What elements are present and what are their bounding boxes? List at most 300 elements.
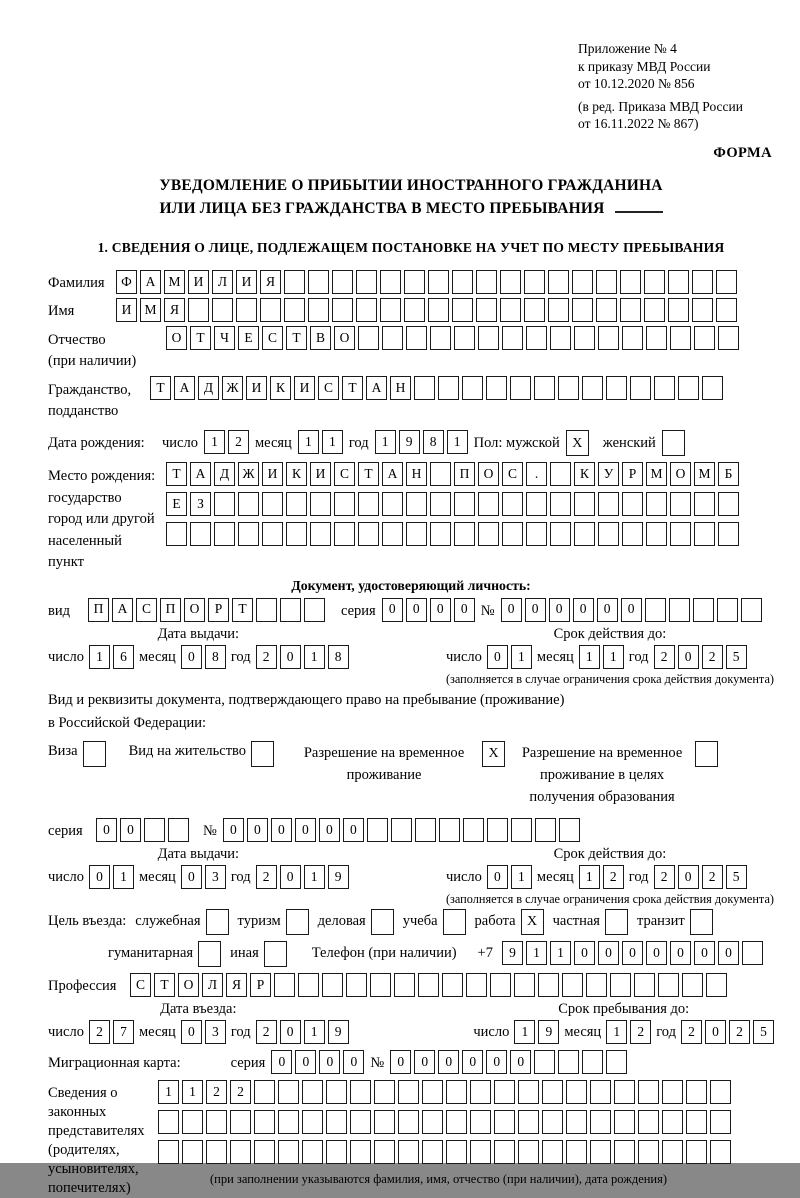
- char-cell[interactable]: [550, 326, 571, 350]
- char-cell[interactable]: Н: [390, 376, 411, 400]
- char-cell[interactable]: А: [174, 376, 195, 400]
- char-cell[interactable]: [346, 973, 367, 997]
- char-cell[interactable]: 0: [486, 1050, 507, 1074]
- char-cell[interactable]: С: [318, 376, 339, 400]
- char-cell[interactable]: К: [574, 462, 595, 486]
- char-cell[interactable]: [710, 1140, 731, 1164]
- char-cell[interactable]: 3: [205, 1020, 226, 1044]
- char-cell[interactable]: [596, 270, 617, 294]
- char-cell[interactable]: [278, 1080, 299, 1104]
- char-cell[interactable]: 1: [204, 430, 225, 454]
- char-cell[interactable]: Л: [212, 270, 233, 294]
- char-cell[interactable]: 2: [654, 865, 675, 889]
- char-cell[interactable]: [718, 522, 739, 546]
- char-cell[interactable]: Н: [406, 462, 427, 486]
- char-cell[interactable]: [367, 818, 388, 842]
- char-cell[interactable]: [278, 1140, 299, 1164]
- char-cell[interactable]: [669, 598, 690, 622]
- char-cell[interactable]: 8: [423, 430, 444, 454]
- char-cell[interactable]: .: [526, 462, 547, 486]
- char-cell[interactable]: [438, 376, 459, 400]
- char-cell[interactable]: [742, 941, 763, 965]
- char-cell[interactable]: И: [294, 376, 315, 400]
- char-cell[interactable]: Т: [358, 462, 379, 486]
- char-cell[interactable]: Ф: [116, 270, 137, 294]
- char-cell[interactable]: П: [454, 462, 475, 486]
- char-cell[interactable]: Р: [208, 598, 229, 622]
- char-cell[interactable]: 0: [549, 598, 570, 622]
- char-cell[interactable]: [254, 1080, 275, 1104]
- char-cell[interactable]: О: [670, 462, 691, 486]
- char-cell[interactable]: [574, 522, 595, 546]
- char-cell[interactable]: [686, 1110, 707, 1134]
- char-cell[interactable]: [476, 270, 497, 294]
- char-cell[interactable]: Т: [166, 462, 187, 486]
- char-cell[interactable]: 0: [89, 865, 110, 889]
- char-cell[interactable]: М: [694, 462, 715, 486]
- char-cell[interactable]: И: [116, 298, 137, 322]
- char-cell[interactable]: [356, 270, 377, 294]
- char-cell[interactable]: 0: [438, 1050, 459, 1074]
- char-cell[interactable]: [614, 1140, 635, 1164]
- char-cell[interactable]: 1: [606, 1020, 627, 1044]
- char-cell[interactable]: [380, 270, 401, 294]
- char-cell[interactable]: 2: [603, 865, 624, 889]
- char-cell[interactable]: 1: [322, 430, 343, 454]
- char-cell[interactable]: 0: [597, 598, 618, 622]
- char-cell[interactable]: 0: [430, 598, 451, 622]
- char-cell[interactable]: [620, 270, 641, 294]
- char-cell[interactable]: [500, 270, 521, 294]
- char-cell[interactable]: [494, 1080, 515, 1104]
- char-cell[interactable]: [404, 270, 425, 294]
- char-cell[interactable]: [430, 326, 451, 350]
- char-cell[interactable]: [418, 973, 439, 997]
- char-cell[interactable]: Е: [238, 326, 259, 350]
- char-cell[interactable]: [614, 1080, 635, 1104]
- char-cell[interactable]: [686, 1140, 707, 1164]
- char-cell[interactable]: [534, 376, 555, 400]
- char-cell[interactable]: [574, 492, 595, 516]
- char-cell[interactable]: 2: [702, 645, 723, 669]
- char-cell[interactable]: 1: [550, 941, 571, 965]
- char-cell[interactable]: Т: [342, 376, 363, 400]
- char-cell[interactable]: [678, 376, 699, 400]
- char-cell[interactable]: А: [140, 270, 161, 294]
- char-cell[interactable]: 2: [681, 1020, 702, 1044]
- char-cell[interactable]: 0: [280, 1020, 301, 1044]
- char-cell[interactable]: [500, 298, 521, 322]
- char-cell[interactable]: 2: [230, 1080, 251, 1104]
- char-cell[interactable]: [598, 522, 619, 546]
- char-cell[interactable]: 0: [181, 1020, 202, 1044]
- char-cell[interactable]: [230, 1110, 251, 1134]
- char-cell[interactable]: [741, 598, 762, 622]
- char-cell[interactable]: 1: [89, 645, 110, 669]
- char-cell[interactable]: Т: [150, 376, 171, 400]
- char-cell[interactable]: 9: [328, 865, 349, 889]
- char-cell[interactable]: [286, 522, 307, 546]
- char-cell[interactable]: [598, 492, 619, 516]
- char-cell[interactable]: 0: [343, 818, 364, 842]
- char-cell[interactable]: 0: [670, 941, 691, 965]
- char-cell[interactable]: И: [246, 376, 267, 400]
- char-cell[interactable]: [682, 973, 703, 997]
- char-cell[interactable]: [298, 973, 319, 997]
- char-cell[interactable]: [214, 522, 235, 546]
- char-cell[interactable]: 0: [462, 1050, 483, 1074]
- char-cell[interactable]: [406, 492, 427, 516]
- char-cell[interactable]: X: [566, 430, 589, 456]
- char-cell[interactable]: [168, 818, 189, 842]
- char-cell[interactable]: [526, 492, 547, 516]
- char-cell[interactable]: М: [646, 462, 667, 486]
- char-cell[interactable]: [598, 326, 619, 350]
- char-cell[interactable]: 1: [304, 1020, 325, 1044]
- char-cell[interactable]: [470, 1080, 491, 1104]
- char-cell[interactable]: [716, 270, 737, 294]
- char-cell[interactable]: [692, 270, 713, 294]
- char-cell[interactable]: О: [178, 973, 199, 997]
- char-cell[interactable]: [212, 298, 233, 322]
- char-cell[interactable]: [478, 326, 499, 350]
- char-cell[interactable]: [382, 492, 403, 516]
- char-cell[interactable]: Я: [226, 973, 247, 997]
- char-cell[interactable]: [230, 1140, 251, 1164]
- char-cell[interactable]: [562, 973, 583, 997]
- char-cell[interactable]: [158, 1140, 179, 1164]
- char-cell[interactable]: С: [502, 462, 523, 486]
- char-cell[interactable]: [644, 298, 665, 322]
- char-cell[interactable]: [463, 818, 484, 842]
- char-cell[interactable]: [718, 492, 739, 516]
- char-cell[interactable]: 2: [630, 1020, 651, 1044]
- char-cell[interactable]: 0: [280, 865, 301, 889]
- char-cell[interactable]: А: [112, 598, 133, 622]
- char-cell[interactable]: [443, 909, 466, 935]
- char-cell[interactable]: 9: [538, 1020, 559, 1044]
- char-cell[interactable]: 9: [502, 941, 523, 965]
- char-cell[interactable]: [494, 1110, 515, 1134]
- char-cell[interactable]: [550, 462, 571, 486]
- char-cell[interactable]: 0: [678, 645, 699, 669]
- char-cell[interactable]: [490, 973, 511, 997]
- char-cell[interactable]: [572, 298, 593, 322]
- char-cell[interactable]: [466, 973, 487, 997]
- char-cell[interactable]: Т: [232, 598, 253, 622]
- char-cell[interactable]: [646, 492, 667, 516]
- char-cell[interactable]: [518, 1140, 539, 1164]
- char-cell[interactable]: [590, 1110, 611, 1134]
- char-cell[interactable]: [358, 522, 379, 546]
- char-cell[interactable]: [638, 1140, 659, 1164]
- char-cell[interactable]: [236, 298, 257, 322]
- char-cell[interactable]: [454, 326, 475, 350]
- char-cell[interactable]: [694, 492, 715, 516]
- char-cell[interactable]: 0: [454, 598, 475, 622]
- char-cell[interactable]: [654, 376, 675, 400]
- char-cell[interactable]: С: [334, 462, 355, 486]
- char-cell[interactable]: [690, 909, 713, 935]
- char-cell[interactable]: И: [188, 270, 209, 294]
- char-cell[interactable]: [254, 1110, 275, 1134]
- char-cell[interactable]: [710, 1080, 731, 1104]
- char-cell[interactable]: [308, 298, 329, 322]
- char-cell[interactable]: [518, 1110, 539, 1134]
- char-cell[interactable]: [302, 1110, 323, 1134]
- char-cell[interactable]: [446, 1110, 467, 1134]
- char-cell[interactable]: 2: [206, 1080, 227, 1104]
- char-cell[interactable]: [158, 1110, 179, 1134]
- char-cell[interactable]: [606, 1050, 627, 1074]
- char-cell[interactable]: [334, 492, 355, 516]
- char-cell[interactable]: 0: [319, 818, 340, 842]
- char-cell[interactable]: 1: [511, 865, 532, 889]
- char-cell[interactable]: [310, 522, 331, 546]
- char-cell[interactable]: С: [130, 973, 151, 997]
- char-cell[interactable]: И: [236, 270, 257, 294]
- char-cell[interactable]: [254, 1140, 275, 1164]
- char-cell[interactable]: [430, 522, 451, 546]
- char-cell[interactable]: [694, 522, 715, 546]
- char-cell[interactable]: 0: [96, 818, 117, 842]
- char-cell[interactable]: [582, 1050, 603, 1074]
- char-cell[interactable]: [566, 1110, 587, 1134]
- char-cell[interactable]: [502, 492, 523, 516]
- char-cell[interactable]: [670, 326, 691, 350]
- char-cell[interactable]: 0: [678, 865, 699, 889]
- char-cell[interactable]: 0: [181, 865, 202, 889]
- char-cell[interactable]: [260, 298, 281, 322]
- char-cell[interactable]: 1: [579, 645, 600, 669]
- char-cell[interactable]: 0: [295, 818, 316, 842]
- char-cell[interactable]: О: [166, 326, 187, 350]
- char-cell[interactable]: [662, 1080, 683, 1104]
- char-cell[interactable]: [645, 598, 666, 622]
- char-cell[interactable]: [374, 1140, 395, 1164]
- char-cell[interactable]: [430, 462, 451, 486]
- char-cell[interactable]: 0: [501, 598, 522, 622]
- char-cell[interactable]: [478, 522, 499, 546]
- char-cell[interactable]: [511, 818, 532, 842]
- char-cell[interactable]: 1: [158, 1080, 179, 1104]
- char-cell[interactable]: [518, 1080, 539, 1104]
- char-cell[interactable]: 8: [205, 645, 226, 669]
- char-cell[interactable]: У: [598, 462, 619, 486]
- char-cell[interactable]: Р: [250, 973, 271, 997]
- char-cell[interactable]: 0: [646, 941, 667, 965]
- char-cell[interactable]: К: [270, 376, 291, 400]
- char-cell[interactable]: [586, 973, 607, 997]
- char-cell[interactable]: В: [310, 326, 331, 350]
- char-cell[interactable]: С: [136, 598, 157, 622]
- char-cell[interactable]: 0: [525, 598, 546, 622]
- char-cell[interactable]: [322, 973, 343, 997]
- char-cell[interactable]: П: [88, 598, 109, 622]
- char-cell[interactable]: 5: [726, 865, 747, 889]
- char-cell[interactable]: [188, 298, 209, 322]
- char-cell[interactable]: X: [482, 741, 505, 767]
- char-cell[interactable]: 2: [702, 865, 723, 889]
- char-cell[interactable]: [716, 298, 737, 322]
- char-cell[interactable]: [542, 1110, 563, 1134]
- char-cell[interactable]: [446, 1080, 467, 1104]
- char-cell[interactable]: А: [190, 462, 211, 486]
- char-cell[interactable]: 1: [579, 865, 600, 889]
- char-cell[interactable]: [524, 270, 545, 294]
- char-cell[interactable]: [668, 270, 689, 294]
- char-cell[interactable]: [302, 1140, 323, 1164]
- char-cell[interactable]: [398, 1080, 419, 1104]
- char-cell[interactable]: 0: [573, 598, 594, 622]
- char-cell[interactable]: [280, 598, 301, 622]
- char-cell[interactable]: [548, 270, 569, 294]
- char-cell[interactable]: [274, 973, 295, 997]
- char-cell[interactable]: [590, 1080, 611, 1104]
- char-cell[interactable]: 2: [256, 1020, 277, 1044]
- char-cell[interactable]: [566, 1140, 587, 1164]
- char-cell[interactable]: Ч: [214, 326, 235, 350]
- char-cell[interactable]: 0: [487, 645, 508, 669]
- char-cell[interactable]: 9: [328, 1020, 349, 1044]
- char-cell[interactable]: О: [478, 462, 499, 486]
- char-cell[interactable]: [514, 973, 535, 997]
- char-cell[interactable]: [262, 522, 283, 546]
- char-cell[interactable]: 0: [406, 598, 427, 622]
- char-cell[interactable]: [670, 492, 691, 516]
- char-cell[interactable]: [662, 1140, 683, 1164]
- char-cell[interactable]: [510, 376, 531, 400]
- char-cell[interactable]: [538, 973, 559, 997]
- char-cell[interactable]: 0: [271, 818, 292, 842]
- char-cell[interactable]: [662, 430, 685, 456]
- char-cell[interactable]: [646, 522, 667, 546]
- char-cell[interactable]: И: [262, 462, 283, 486]
- char-cell[interactable]: [371, 909, 394, 935]
- char-cell[interactable]: М: [140, 298, 161, 322]
- char-cell[interactable]: 2: [654, 645, 675, 669]
- char-cell[interactable]: [398, 1110, 419, 1134]
- char-cell[interactable]: Я: [260, 270, 281, 294]
- char-cell[interactable]: Ж: [222, 376, 243, 400]
- char-cell[interactable]: [430, 492, 451, 516]
- char-cell[interactable]: [559, 818, 580, 842]
- char-cell[interactable]: 7: [113, 1020, 134, 1044]
- char-cell[interactable]: [574, 326, 595, 350]
- char-cell[interactable]: [356, 298, 377, 322]
- char-cell[interactable]: [662, 1110, 683, 1134]
- char-cell[interactable]: 1: [375, 430, 396, 454]
- char-cell[interactable]: [144, 818, 165, 842]
- char-cell[interactable]: [634, 973, 655, 997]
- char-cell[interactable]: [414, 376, 435, 400]
- char-cell[interactable]: [334, 522, 355, 546]
- char-cell[interactable]: [350, 1140, 371, 1164]
- char-cell[interactable]: Е: [166, 492, 187, 516]
- char-cell[interactable]: [422, 1140, 443, 1164]
- char-cell[interactable]: 2: [256, 865, 277, 889]
- char-cell[interactable]: 0: [574, 941, 595, 965]
- char-cell[interactable]: [370, 973, 391, 997]
- char-cell[interactable]: 2: [729, 1020, 750, 1044]
- char-cell[interactable]: [428, 270, 449, 294]
- char-cell[interactable]: 0: [382, 598, 403, 622]
- char-cell[interactable]: [596, 298, 617, 322]
- char-cell[interactable]: 0: [718, 941, 739, 965]
- char-cell[interactable]: [454, 492, 475, 516]
- char-cell[interactable]: [206, 1110, 227, 1134]
- char-cell[interactable]: Я: [164, 298, 185, 322]
- char-cell[interactable]: [83, 741, 106, 767]
- char-cell[interactable]: [695, 741, 718, 767]
- char-cell[interactable]: [446, 1140, 467, 1164]
- char-cell[interactable]: [702, 376, 723, 400]
- char-cell[interactable]: 1: [113, 865, 134, 889]
- char-cell[interactable]: Д: [198, 376, 219, 400]
- char-cell[interactable]: [382, 326, 403, 350]
- char-cell[interactable]: [238, 522, 259, 546]
- char-cell[interactable]: [558, 376, 579, 400]
- char-cell[interactable]: 0: [295, 1050, 316, 1074]
- char-cell[interactable]: [190, 522, 211, 546]
- char-cell[interactable]: [614, 1110, 635, 1134]
- char-cell[interactable]: [606, 376, 627, 400]
- char-cell[interactable]: 0: [181, 645, 202, 669]
- char-cell[interactable]: 0: [390, 1050, 411, 1074]
- char-cell[interactable]: [284, 270, 305, 294]
- char-cell[interactable]: [550, 492, 571, 516]
- char-cell[interactable]: [262, 492, 283, 516]
- char-cell[interactable]: [590, 1140, 611, 1164]
- char-cell[interactable]: [558, 1050, 579, 1074]
- char-cell[interactable]: Д: [214, 462, 235, 486]
- char-cell[interactable]: 6: [113, 645, 134, 669]
- char-cell[interactable]: [358, 326, 379, 350]
- char-cell[interactable]: [710, 1110, 731, 1134]
- char-cell[interactable]: [304, 598, 325, 622]
- char-cell[interactable]: [380, 298, 401, 322]
- char-cell[interactable]: [391, 818, 412, 842]
- char-cell[interactable]: Ж: [238, 462, 259, 486]
- char-cell[interactable]: [256, 598, 277, 622]
- char-cell[interactable]: [284, 298, 305, 322]
- char-cell[interactable]: [286, 909, 309, 935]
- char-cell[interactable]: Т: [154, 973, 175, 997]
- char-cell[interactable]: 0: [622, 941, 643, 965]
- char-cell[interactable]: [535, 818, 556, 842]
- char-cell[interactable]: [566, 1080, 587, 1104]
- char-cell[interactable]: [310, 492, 331, 516]
- char-cell[interactable]: [439, 818, 460, 842]
- char-cell[interactable]: [302, 1080, 323, 1104]
- char-cell[interactable]: Т: [190, 326, 211, 350]
- char-cell[interactable]: [622, 326, 643, 350]
- char-cell[interactable]: [502, 326, 523, 350]
- char-cell[interactable]: [534, 1050, 555, 1074]
- char-cell[interactable]: 0: [705, 1020, 726, 1044]
- char-cell[interactable]: [644, 270, 665, 294]
- char-cell[interactable]: [454, 522, 475, 546]
- char-cell[interactable]: [638, 1110, 659, 1134]
- char-cell[interactable]: [694, 326, 715, 350]
- char-cell[interactable]: [326, 1080, 347, 1104]
- char-cell[interactable]: [646, 326, 667, 350]
- char-cell[interactable]: [462, 376, 483, 400]
- char-cell[interactable]: 0: [694, 941, 715, 965]
- char-cell[interactable]: [658, 973, 679, 997]
- char-cell[interactable]: [638, 1080, 659, 1104]
- char-cell[interactable]: [198, 941, 221, 967]
